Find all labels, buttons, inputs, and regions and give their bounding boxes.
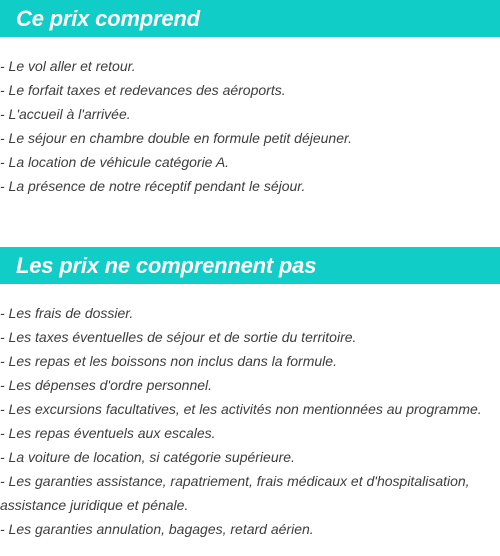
excludes-list bbox=[0, 301, 500, 541]
list-item: - Les garanties assistance, rapatriement, frais médicaux et d'hospitalisation, assistance juridique et pénale. bbox=[0, 473, 470, 513]
list-item: - Les taxes éventuelles de séjour et de sortie du territoire. bbox=[0, 329, 357, 345]
excludes-title: Les prix ne comprennent pas bbox=[16, 252, 317, 278]
includes-title: Ce prix comprend bbox=[16, 5, 200, 31]
list-item: - Le forfait taxes et redevances des aéroports. bbox=[0, 82, 286, 98]
list-item: - Le séjour en chambre double en formule petit déjeuner. bbox=[0, 130, 353, 146]
list-item: - Le vol aller et retour. bbox=[0, 58, 136, 74]
list-item: - Les repas et les boissons non inclus dans la formule. bbox=[0, 353, 337, 369]
excludes-header-bar bbox=[0, 247, 500, 284]
excludes-section bbox=[0, 247, 500, 541]
list-item: - Les frais de dossier. bbox=[0, 305, 134, 321]
list-item: - Les excursions facultatives, et les activités non mentionnées au programme. bbox=[0, 401, 482, 417]
list-item: - L'accueil à l'arrivée. bbox=[0, 106, 131, 122]
list-item: - La voiture de location, si catégorie supérieure. bbox=[0, 449, 295, 465]
list-item: - Les garanties annulation, bagages, retard aérien. bbox=[0, 521, 314, 537]
list-item: - La location de véhicule catégorie A. bbox=[0, 154, 230, 170]
includes-section bbox=[0, 0, 500, 198]
includes-list bbox=[0, 54, 500, 198]
includes-header-bar bbox=[0, 0, 500, 37]
list-item: - Les repas éventuels aux escales. bbox=[0, 425, 216, 441]
list-item: - La présence de notre réceptif pendant le séjour. bbox=[0, 178, 306, 194]
list-item: - Les dépenses d'ordre personnel. bbox=[0, 377, 213, 393]
